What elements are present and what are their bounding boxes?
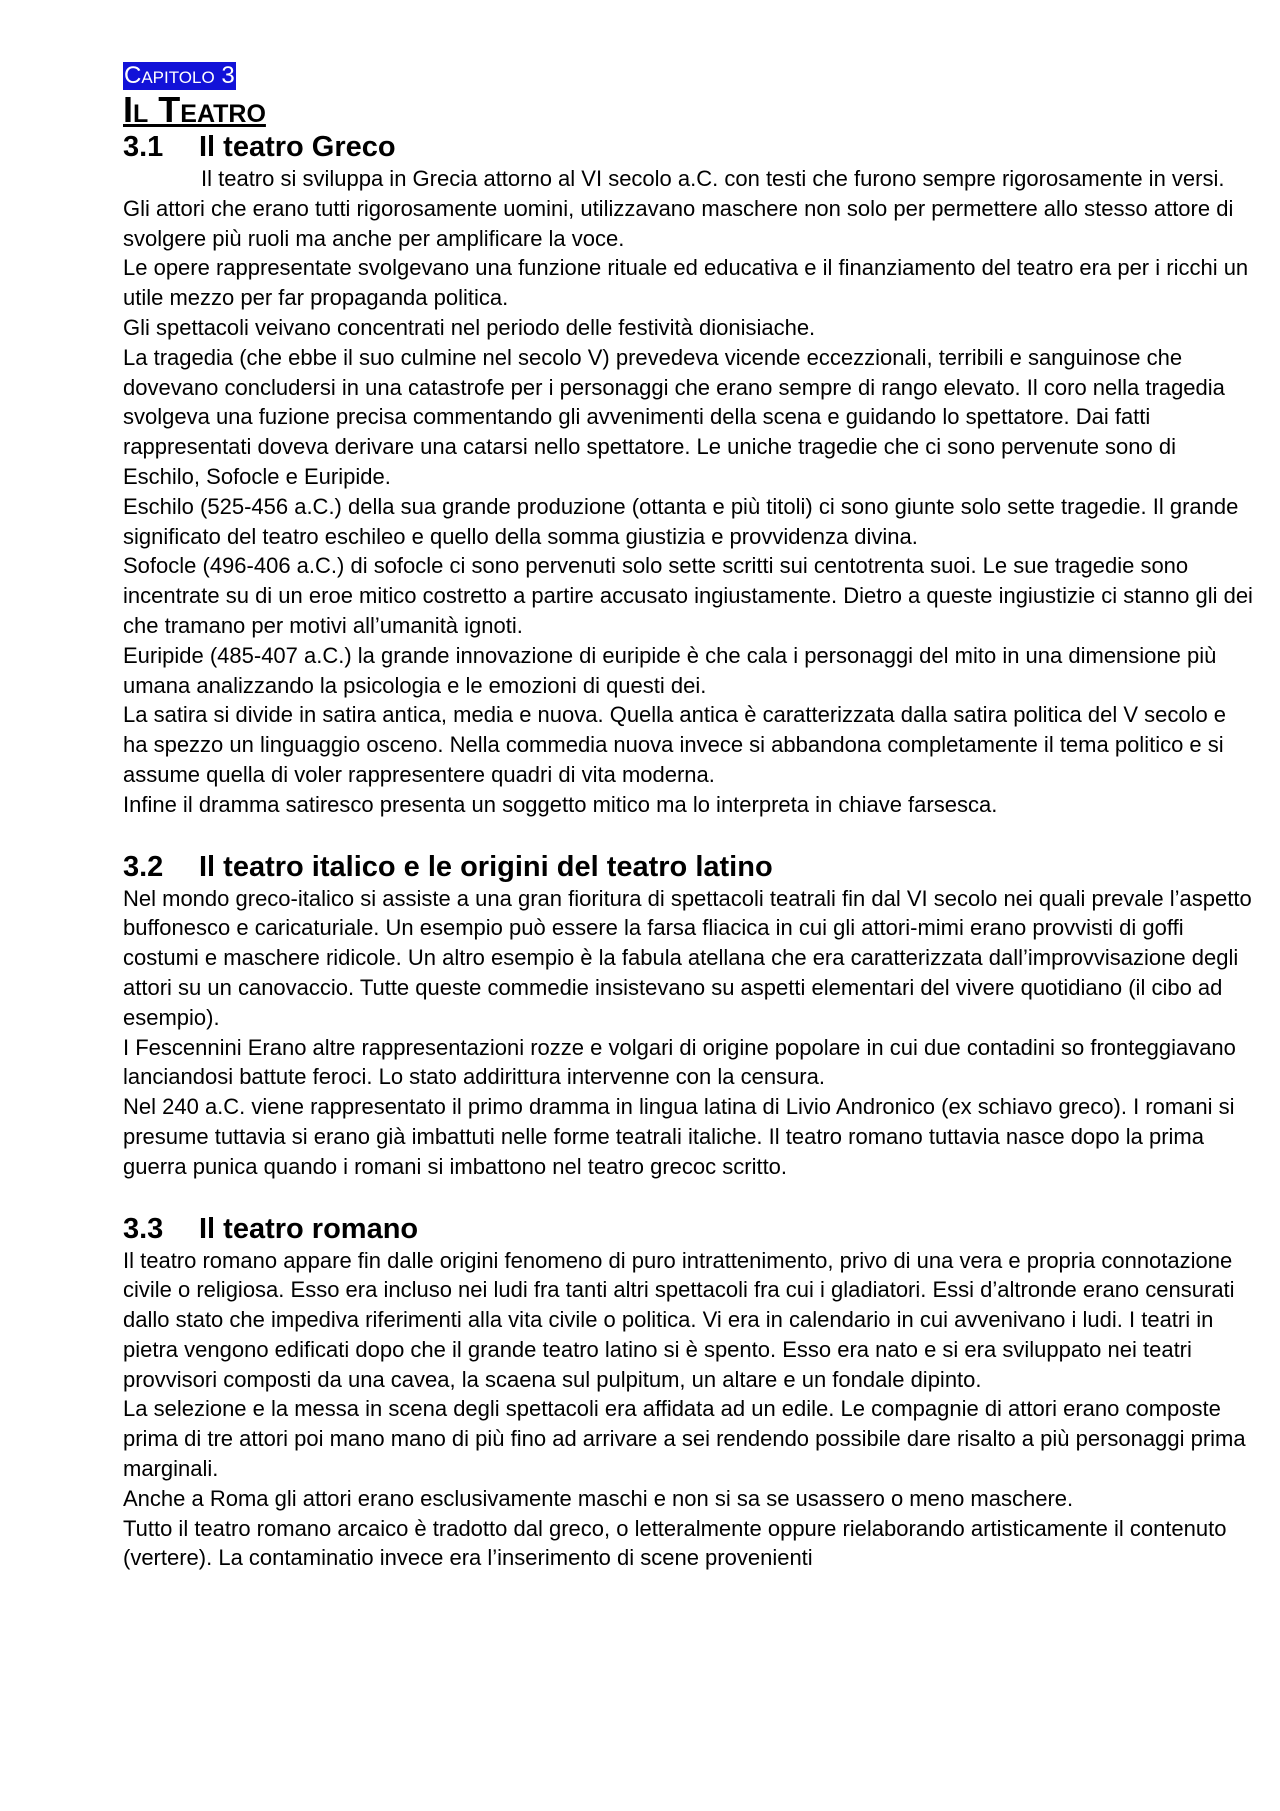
paragraph: Le opere rappresentate svolgevano una funzione rituale ed educativa e il finanziamento del teatro era per i ricchi un utile mezzo per far propaganda politica. bbox=[123, 255, 1249, 311]
paragraph: Euripide (485-407 a.C.) la grande innovazione di euripide è che cala i personaggi del mito in una dimensione più umana analizzando la psicologia e le emozioni di questi dei. bbox=[123, 642, 1217, 698]
section-number: 3.1 bbox=[123, 131, 164, 163]
document-page bbox=[123, 62, 1253, 1573]
chapter-title: Il Teatro bbox=[123, 89, 266, 130]
paragraph: Infine il dramma satiresco presenta un soggetto mitico ma lo interpreta in chiave farsesca. bbox=[123, 791, 998, 817]
section-heading bbox=[123, 1212, 1253, 1246]
section-title: Il teatro romano bbox=[199, 1212, 419, 1245]
section-spacer bbox=[123, 1182, 1253, 1212]
paragraph: Anche a Roma gli attori erano esclusivamente maschi e non si sa se usassero o meno maschere. bbox=[123, 1485, 1074, 1511]
paragraph: La satira si divide in satira antica, media e nuova. Quella antica è caratterizzata dalla satira politica del V secolo e ha spezzo un linguaggio osceno. Nella commedia nuova invece si abbandona completamente il tema politico e si assume quella di voler rappresentere quadri di vita moderna. bbox=[123, 702, 1227, 787]
paragraph: I Fescennini Erano altre rappresentazioni rozze e volgari di origine popolare in cui due contadini so fronteggiavano lanciandosi battute feroci. Lo stato addirittura intervenne con la censura. bbox=[123, 1034, 1236, 1090]
section-spacer bbox=[123, 820, 1253, 850]
paragraph: La tragedia (che ebbe il suo culmine nel secolo V) prevedeva vicende eccezzionali, terribili e sanguinose che dovevano concludersi in una catastrofe per i personaggi che erano sempre di rango elevato. Il coro nella tragedia svolgeva una fuzione precisa commentando gli avvenimenti della scena e guidando lo spettatore. Dai fatti rappresentati doveva derivare una catarsi nello spettatore. Le uniche tragedie che ci sono pervenute sono di Eschilo, Sofocle e Euripide. bbox=[123, 344, 1225, 489]
paragraph: Eschilo (525-456 a.C.) della sua grande produzione (ottanta e più titoli) ci sono giunte solo sette tragedie. Il grande significato del teatro eschileo e quello della somma giustizia e provvidenza divina. bbox=[123, 493, 1239, 549]
chapter-label: Capitolo 3 bbox=[124, 62, 235, 89]
section-heading bbox=[123, 130, 1253, 164]
paragraph: Gli spettacoli veivano concentrati nel periodo delle festività dionisiache. bbox=[123, 314, 816, 340]
paragraph: Nel mondo greco-italico si assiste a una gran fioritura di spettacoli teatrali fin dal VI secolo nei quali prevale l’aspetto buffonesco e caricaturiale. Un esempio può essere la farsa fliacica in cui gli attori-mimi erano provvisti di goffi costumi e maschere ridicole. Un altro esempio è la fabula atellana che era caratterizzata dall’improvvisazione degli attori su un canovaccio. Tutte queste commedie insistevano su aspetti elementari del vivere quotidiano (il cibo ad esempio). bbox=[123, 885, 1252, 1030]
paragraph: Sofocle (496-406 a.C.) di sofocle ci sono pervenuti solo sette scritti sui centotrenta suoi. Le sue tragedie sono incentrate su di un eroe mitico costretto a partire accusato ingiustamente. Dietro a queste ingiustizie ci stanno gli dei che tramano per motivi all’umanità ignoti. bbox=[123, 553, 1253, 638]
paragraph: Nel 240 a.C. viene rappresentato il primo dramma in lingua latina di Livio Andronico (ex schiavo greco). I romani si presume tuttavia si erano già imbattuti nelle forme teatrali italiche. Il teatro romano tuttavia nasce dopo la prima guerra punica quando i romani si imbattono nel teatro grecoc scritto. bbox=[123, 1094, 1235, 1179]
paragraph: Il teatro si sviluppa in Grecia attorno al VI secolo a.C. con testi che furono sempre rigorosamente in versi. Gli attori che erano tutti rigorosamente uomini, utilizzavano maschere non solo per permettere allo stesso attore di svolgere più ruoli ma anche per amplificare la voce. bbox=[123, 166, 1234, 251]
section-number: 3.2 bbox=[123, 850, 164, 883]
section-number: 3.3 bbox=[123, 1212, 164, 1245]
section-heading bbox=[123, 850, 1253, 884]
paragraph: Tutto il teatro romano arcaico è tradotto dal greco, o letteralmente oppure rielaborando artisticamente il contenuto (vertere). La contaminatio invece era l’inserimento di scene provenienti bbox=[123, 1515, 1227, 1571]
paragraph: La selezione e la messa in scena degli spettacoli era affidata ad un edile. Le compagnie di attori erano composte prima di tre attori poi mano mano di più fino ad arrivare a sei rendendo possibile dare risalto a più personaggi prima marginali. bbox=[123, 1396, 1246, 1482]
section-title: Il teatro Greco bbox=[199, 131, 396, 163]
paragraph: Il teatro romano appare fin dalle origini fenomeno di puro intrattenimento, privo di una vera e propria connotazione civile o religiosa. Esso era incluso nei ludi fra tanti altri spettacoli fra cui i gladiatori. Essi d’altronde erano censurati dallo stato che impediva riferimenti alla vita civile o politica. Vi era in calendario in cui avvenivano i ludi. I teatri in pietra vengono edificati dopo che il grande teatro latino si è spento. Esso era nato e si era sviluppato nei teatri provvisori composti da una cavea, la scaena sul pulpitum, un altare e un fondale dipinto. bbox=[123, 1247, 1235, 1392]
section-title: Il teatro italico e le origini del teatro latino bbox=[199, 850, 773, 883]
